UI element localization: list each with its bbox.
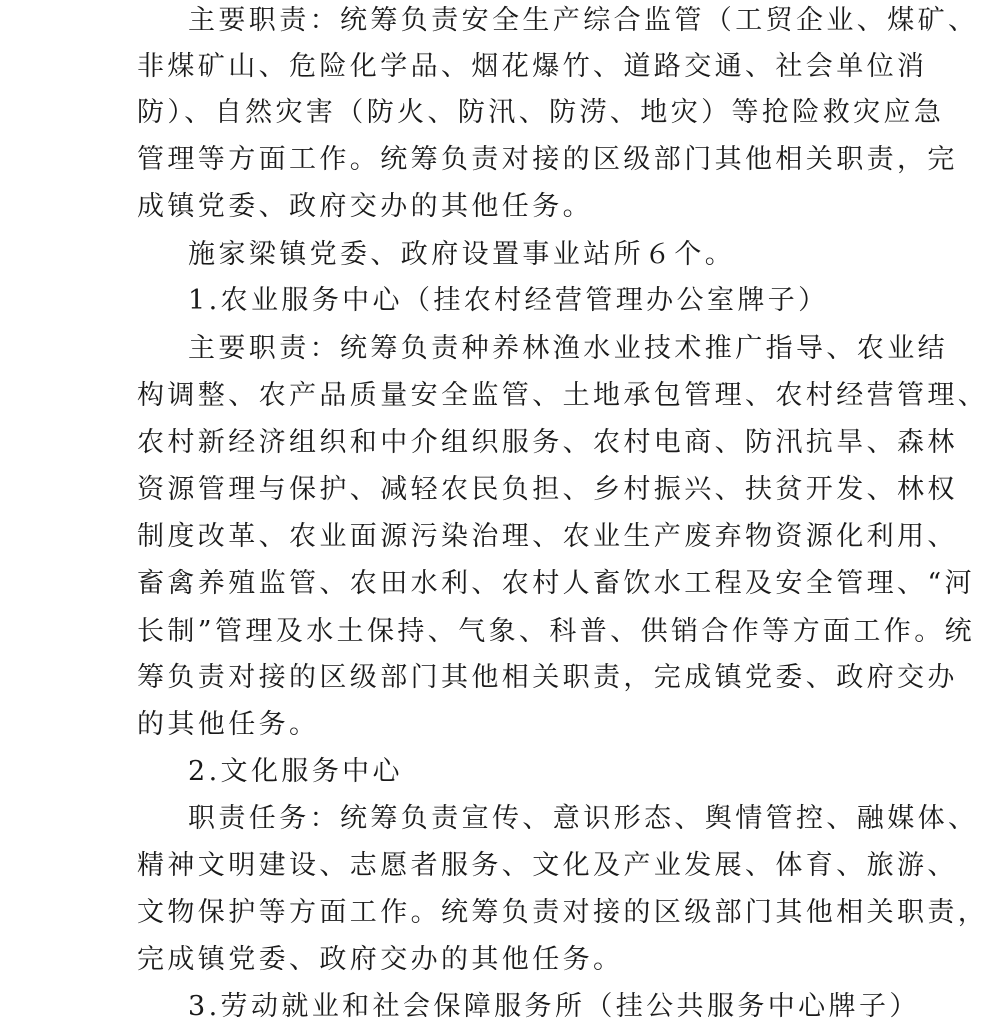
text-line-11: 资源管理与保护、减轻农民负担、乡村振兴、扶贫开发、林权 — [137, 474, 958, 505]
text-line-9: 构调整、农产品质量安全监管、土地承包管理、农村经营管理、 — [137, 380, 989, 411]
section-heading-3: 3.劳动就业和社会保障服务所（挂公共服务中心牌子） — [188, 991, 920, 1022]
text-line-2: 非煤矿山、危险化学品、烟花爆竹、道路交通、社会单位消 — [137, 51, 928, 82]
section-heading-1: 1.农业服务中心（挂农村经营管理办公室牌子） — [188, 285, 829, 316]
text-line-3: 防）、自然灾害（防火、防汛、防涝、地灾）等抢险救灾应急 — [137, 97, 945, 128]
text-line-10: 农村新经济组织和中介组织服务、农村电商、防汛抗旱、森林 — [137, 427, 958, 458]
text-line-16: 的其他任务。 — [137, 709, 320, 740]
text-line-13: 畜禽养殖监管、农田水利、农村人畜饮水工程及安全管理、“河 — [137, 568, 976, 599]
text-line-20: 文物保护等方面工作。统筹负责对接的区级部门其他相关职责， — [137, 897, 989, 928]
text-line-8: 主要职责：统筹负责种养林渔水业技术推广指导、农业结 — [188, 333, 948, 364]
text-line-4: 管理等方面工作。统筹负责对接的区级部门其他相关职责，完 — [137, 144, 958, 175]
section-heading-2: 2.文化服务中心 — [188, 756, 403, 787]
text-line-12: 制度改革、农业面源污染治理、农业生产废弃物资源化利用、 — [137, 521, 958, 552]
text-line-5: 成镇党委、政府交办的其他任务。 — [137, 191, 593, 222]
text-line-14: 长制”管理及水土保持、气象、科普、供销合作等方面工作。统 — [137, 616, 976, 647]
text-line-15: 筹负责对接的区级部门其他相关职责，完成镇党委、政府交办 — [137, 662, 958, 693]
text-line-6: 施家梁镇党委、政府设置事业站所６个。 — [188, 239, 736, 270]
text-line-18: 职责任务：统筹负责宣传、意识形态、舆情管控、融媒体、 — [188, 803, 979, 834]
text-line-21: 完成镇党委、政府交办的其他任务。 — [137, 944, 624, 975]
text-line-1: 主要职责：统筹负责安全生产综合监管（工贸企业、煤矿、 — [188, 5, 979, 36]
text-line-19: 精神文明建设、志愿者服务、文化及产业发展、体育、旅游、 — [137, 850, 958, 881]
